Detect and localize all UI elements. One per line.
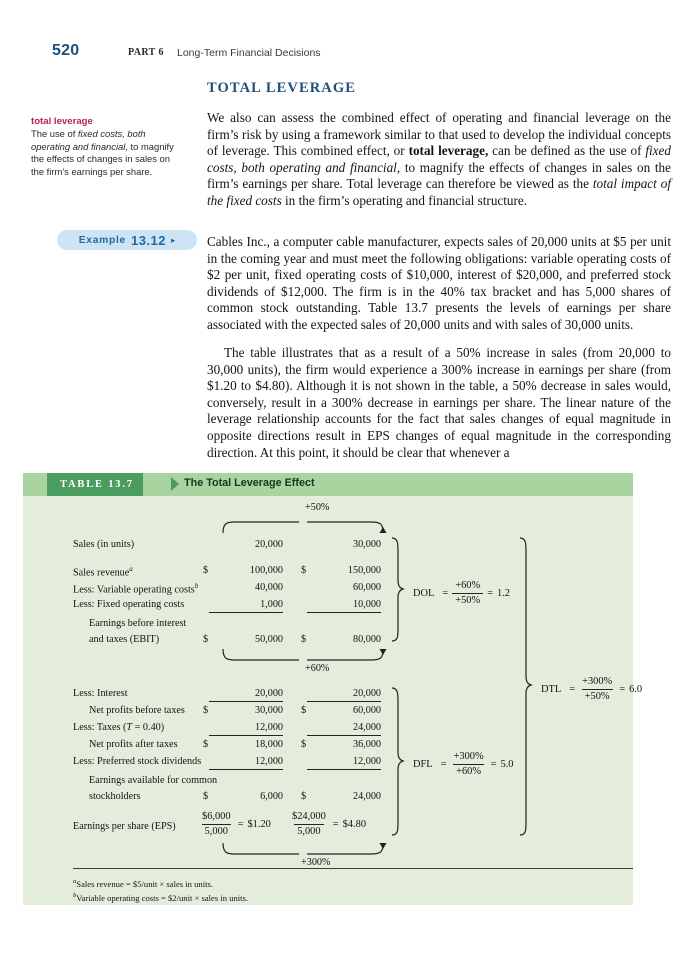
running-head [0, 44, 700, 64]
footnote-marker: a [129, 565, 133, 573]
margin-definition-text: The use of fixed costs, both operating and financial, to magnify the effects of changes in sales on the firm’s earnings per share. [31, 128, 174, 177]
row-value-col2: $ 60,000 [301, 705, 381, 716]
row-value-col2: 20,000 [352, 688, 381, 699]
section-heading: TOTAL LEVERAGE [207, 80, 357, 96]
subtotal-rule [307, 735, 381, 736]
margin-term: total leverage [31, 116, 93, 127]
example-word: Example [78, 234, 126, 246]
eps-col2-fraction: $\frac{\$24,000}{5,000}$ = $4.80 [292, 811, 367, 837]
row-label: Sales (in units) [73, 539, 135, 550]
part-title: Long-Term Financial Decisions [177, 47, 321, 59]
paragraph-example-body: Cables Inc., a computer cable manufacturer, expects sales of 20,000 units at $5 per unit in the coming year and must meet the following obligations: variable operating costs of $2 per unit, fixed operating costs of $10,000, interest of $20,000, and preferred stock dividends of $12,000. The firm is in the 40% tax bracket and has 5,000 shares of common stock outstanding. Table 13.7 presents the levels of earnings per share associated with the expected sales of 20,000 units and with sales of 30,000 units. [207, 234, 671, 332]
table-body [23, 496, 643, 905]
row-value-col1: 20,000 [254, 688, 283, 699]
subtotal-rule [209, 701, 283, 702]
page-number: 520 [52, 42, 80, 59]
bracket-label-sales-change: +50% [305, 502, 330, 513]
row-value-col1: $ 100,000 [203, 565, 283, 576]
row-value-col2: 24,000 [352, 722, 381, 733]
row-value-col1: $ 30,000 [203, 705, 283, 716]
paragraph-intro: We also can assess the combined effect of operating and financial leverage on the firm’s risk by using a framework similar to that used to develop the individual concepts of leverage. This combined effect, or total leverage, can be defined as the use of fixed costs, both operating and financial, to magnify the effects of changes in sales on the firm’s earnings per share. Total leverage can therefore be viewed as the total impact of the fixed costs in the firm’s operating and financial structure. [207, 110, 671, 208]
formula-dol: DOL = $\frac{+60\%}{+50\%}$ = 1.2 [413, 580, 511, 606]
table-footnote-a: $^a$Sales revenue = $5/unit × sales in units. [73, 878, 213, 889]
table-number-tag: TABLE 13.7 [47, 473, 143, 496]
row-label: and taxes (EBIT) [89, 634, 160, 645]
row-label: Net profits after taxes [89, 739, 178, 750]
row-value-col2: $ 36,000 [301, 739, 381, 750]
brace-dol [389, 536, 405, 644]
row-value-col1: 12,000 [254, 756, 283, 767]
row-label: Less: Fixed operating costs [73, 599, 185, 610]
row-label: Net profits before taxes [89, 705, 185, 716]
row-label: Less: Taxes (T = 0.40) [73, 722, 165, 733]
subtotal-rule [209, 612, 283, 613]
eps-col1-fraction: $\frac{\$6,000}{5,000}$ = $1.20 [202, 811, 271, 837]
bracket-sales-change [221, 518, 391, 536]
table-13-7 [23, 473, 643, 905]
row-label: stockholders [89, 791, 141, 802]
footnote-rule [73, 868, 633, 869]
row-value-col1: 12,000 [254, 722, 283, 733]
row-value-col1: $ 18,000 [203, 739, 283, 750]
row-value-col1: 20,000 [254, 539, 283, 550]
row-label: Earnings before interest [89, 618, 187, 629]
row-value-col2: $ 24,000 [301, 791, 381, 802]
footnote-marker: b [194, 582, 199, 590]
part-label: PART 6 [128, 47, 164, 58]
row-value-col2: $ 150,000 [301, 565, 381, 576]
row-value-col2: 12,000 [352, 756, 381, 767]
row-value-col1: $ 6,000 [203, 791, 283, 802]
bracket-label-ebit-change: +60% [305, 663, 330, 674]
bracket-label-eps-change: +300% [301, 857, 331, 868]
table-header-band [23, 473, 633, 496]
margin-definition-note [31, 116, 181, 178]
row-label: Sales revenue$^a$ [73, 565, 133, 579]
example-number: 13.12 [130, 232, 167, 248]
row-value-col1: 1,000 [260, 599, 283, 610]
brace-dtl [517, 536, 533, 838]
subtotal-rule [307, 701, 381, 702]
row-label-eps: Earnings per share (EPS) [73, 821, 176, 832]
paragraph-example-body-2: The table illustrates that as a result of a 50% increase in sales (from 20,000 to 30,000 units), the firm would experience a 300% increase in earnings per share (from $1.20 to $4.80). Although it is not shown in the table, a 50% decrease in sales would, conversely, result in a 300% decrease in earnings per share. The linear nature of the leverage relationship accounts for the fact that sales changes of equal magnitude in opposite directions result in EPS changes of equal magnitude in the corresponding direction. At this point, it should be clear that whenever a [207, 345, 671, 460]
subtotal-rule [307, 769, 381, 770]
subtotal-rule [209, 769, 283, 770]
formula-dtl: DTL = $\frac{+300\%}{+50\%}$ = 6.0 [541, 676, 643, 702]
row-value-col2: $ 80,000 [301, 634, 381, 645]
subtotal-rule [209, 735, 283, 736]
brace-dfl [389, 686, 405, 838]
formula-dfl: DFL = $\frac{+300\%}{+60\%}$ = 5.0 [413, 751, 514, 777]
row-value-col1: $ 50,000 [203, 634, 283, 645]
row-value-col2: 10,000 [352, 599, 381, 610]
row-value-col2: 60,000 [352, 582, 381, 593]
row-label: Less: Variable operating costs$^b$ [73, 582, 199, 596]
row-label: Less: Interest [73, 688, 128, 699]
chevron-right-icon [171, 477, 179, 491]
row-label: Earnings available for common [89, 775, 218, 786]
subtotal-rule [307, 612, 381, 613]
table-caption: The Total Leverage Effect [184, 477, 315, 489]
row-value-col2: 30,000 [352, 539, 381, 550]
example-callout-pill [57, 230, 197, 250]
row-label: Less: Preferred stock dividends [73, 756, 202, 767]
table-footnote-b: $^b$Variable operating costs = $2/unit × sales in units. [73, 892, 249, 903]
chevron-right-icon: ▸ [171, 234, 176, 245]
row-value-col1: 40,000 [254, 582, 283, 593]
